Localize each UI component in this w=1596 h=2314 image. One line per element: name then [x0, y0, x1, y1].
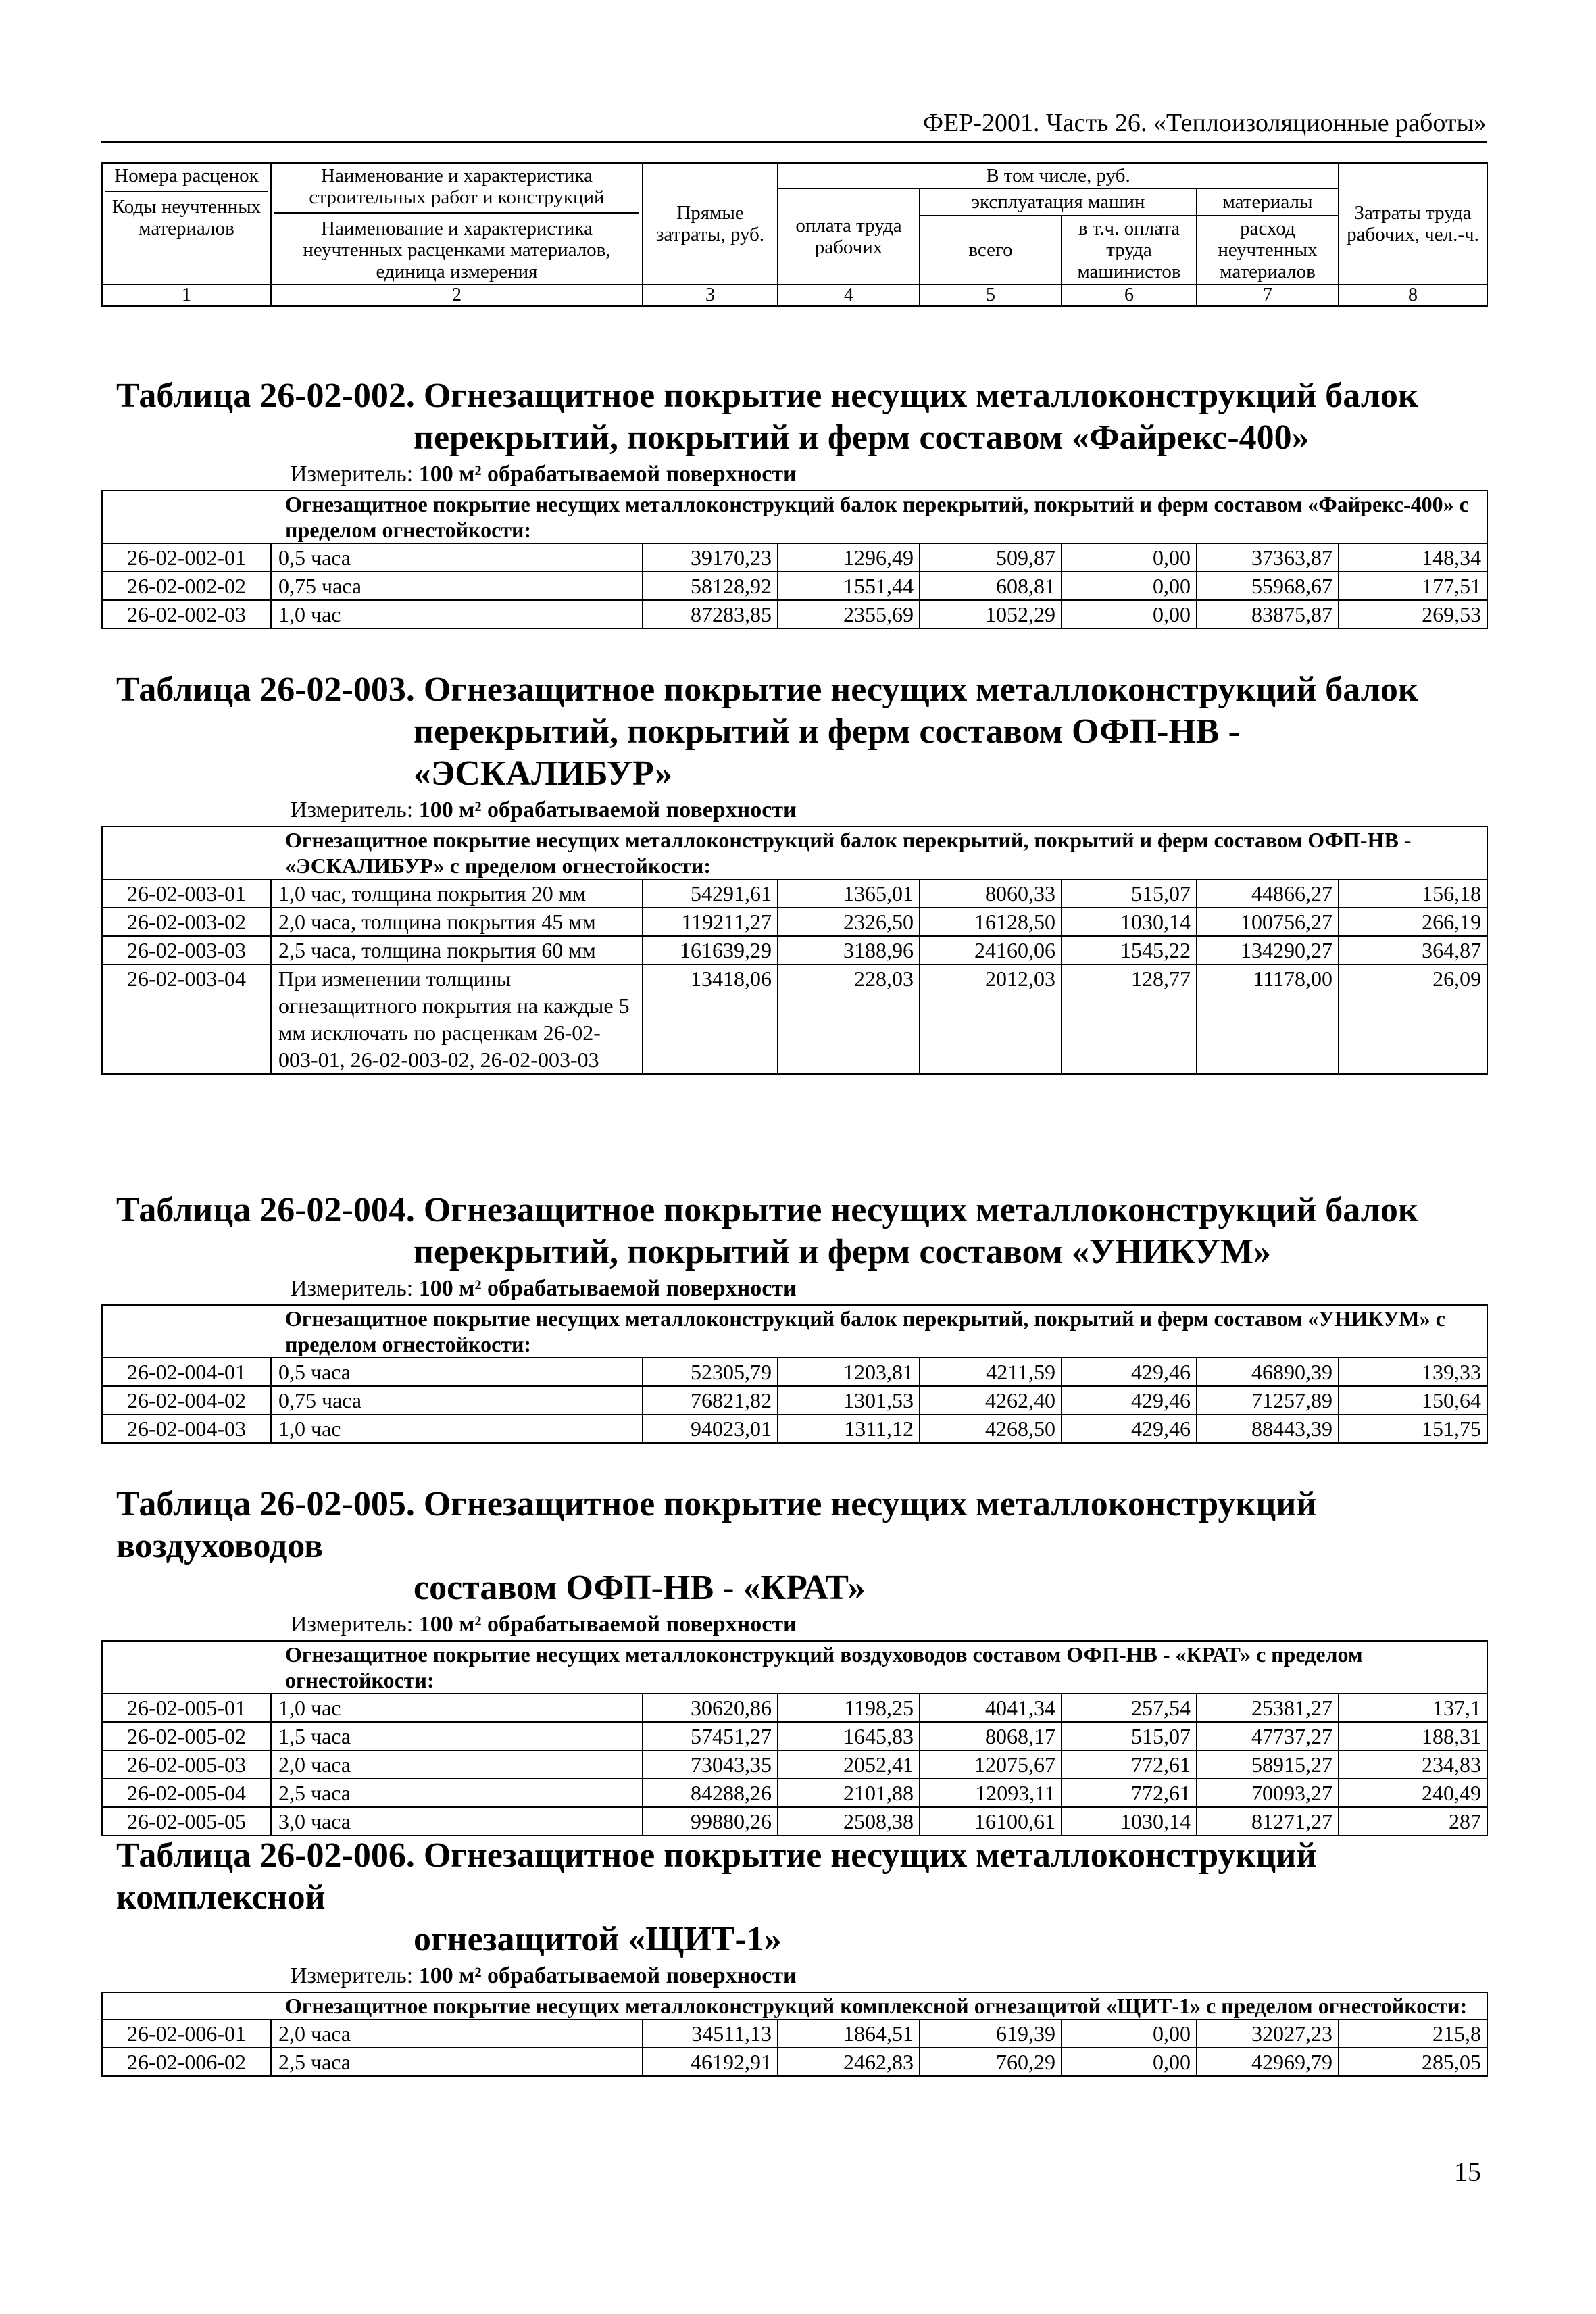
rate-description: 1,5 часа	[271, 1722, 643, 1750]
rate-description: 2,5 часа	[271, 1779, 643, 1807]
direct-costs: 58128,92	[643, 572, 778, 600]
rate-code: 26-02-004-01	[102, 1358, 271, 1386]
running-header: ФЕР-2001. Часть 26. «Теплоизоляционные работы»	[101, 108, 1487, 143]
rate-code: 26-02-005-02	[102, 1722, 271, 1750]
operators-pay: 0,00	[1062, 2019, 1197, 2048]
labor-pay: 1864,51	[778, 2019, 920, 2048]
machines-total: 24160,06	[920, 936, 1062, 964]
labor-pay: 1365,01	[778, 879, 920, 908]
rates-table	[101, 490, 1488, 629]
rate-description: 1,0 час	[271, 1694, 643, 1722]
rate-code: 26-02-002-01	[102, 543, 271, 572]
materials-cost: 70093,27	[1197, 1779, 1339, 1807]
materials-cost: 71257,89	[1197, 1386, 1339, 1414]
labor-hours: 26,09	[1339, 964, 1487, 1074]
table-row	[102, 1694, 1487, 1722]
labor-pay: 1311,12	[778, 1414, 920, 1443]
labor-pay: 1645,83	[778, 1722, 920, 1750]
table-row	[102, 964, 1487, 1074]
header-in-total: В том числе, руб.	[778, 163, 1339, 189]
header-codes-cell	[102, 163, 271, 285]
table-title-line-1: Таблица 26-02-006. Огнезащитное покрытие несущих металлоконструкций комплексной	[116, 1836, 1317, 1917]
col-num-2: 2	[271, 285, 643, 306]
rate-description: 3,0 часа	[271, 1807, 643, 1836]
rate-description: 0,5 часа	[271, 1358, 643, 1386]
table-row	[102, 2048, 1487, 2076]
labor-hours: 287	[1339, 1807, 1487, 1836]
machines-total: 4041,34	[920, 1694, 1062, 1722]
table-row	[102, 879, 1487, 908]
header-materials: материалы	[1197, 189, 1339, 216]
operators-pay: 1030,14	[1062, 908, 1197, 936]
operators-pay: 1545,22	[1062, 936, 1197, 964]
rate-description: 1,0 час	[271, 600, 643, 629]
materials-cost: 37363,87	[1197, 543, 1339, 572]
table-row	[102, 572, 1487, 600]
materials-cost: 46890,39	[1197, 1358, 1339, 1386]
measure-unit	[101, 795, 1487, 826]
labor-pay: 2052,41	[778, 1750, 920, 1779]
table-title-line-2: перекрытий, покрытий и ферм составом ОФП-НВ - «ЭСКАЛИБУР»	[414, 712, 1240, 793]
section-26-02-003	[101, 669, 1487, 1075]
group-heading: Огнезащитное покрытие несущих металлоконструкций воздуховодов составом ОФП-НВ - «КРАТ» с пределом огнестойкости:	[102, 1641, 1487, 1694]
machines-total: 12075,67	[920, 1750, 1062, 1779]
rate-description: 1,0 час, толщина покрытия 20 мм	[271, 879, 643, 908]
rates-table	[101, 1992, 1488, 2077]
materials-cost: 58915,27	[1197, 1750, 1339, 1779]
labor-pay: 2326,50	[778, 908, 920, 936]
direct-costs: 161639,29	[643, 936, 778, 964]
labor-pay: 2508,38	[778, 1807, 920, 1836]
rate-code: 26-02-004-02	[102, 1386, 271, 1414]
table-title-line-1: Таблица 26-02-002. Огнезащитное покрытие несущих металлоконструкций балок	[116, 376, 1418, 415]
rate-code: 26-02-003-04	[102, 964, 271, 1074]
rates-table	[101, 1304, 1488, 1444]
rate-code: 26-02-003-01	[102, 879, 271, 908]
machines-total: 760,29	[920, 2048, 1062, 2076]
operators-pay: 772,61	[1062, 1779, 1197, 1807]
labor-hours: 156,18	[1339, 879, 1487, 908]
operators-pay: 772,61	[1062, 1750, 1197, 1779]
measure-value: 100 м² обрабатываемой поверхности	[418, 462, 797, 487]
direct-costs: 99880,26	[643, 1807, 778, 1836]
col-num-1: 1	[102, 285, 271, 306]
rate-description: 0,75 часа	[271, 572, 643, 600]
rate-description: 2,0 часа	[271, 2019, 643, 2048]
table-title-line-2: перекрытий, покрытий и ферм составом «УНИКУМ»	[414, 1233, 1271, 1271]
machines-total: 8068,17	[920, 1722, 1062, 1750]
machines-total: 12093,11	[920, 1779, 1062, 1807]
header-direct-costs: Прямые затраты, руб.	[643, 163, 778, 285]
materials-cost: 88443,39	[1197, 1414, 1339, 1443]
labor-pay: 1301,53	[778, 1386, 920, 1414]
labor-pay: 1203,81	[778, 1358, 920, 1386]
materials-cost: 81271,27	[1197, 1807, 1339, 1836]
operators-pay: 515,07	[1062, 1722, 1197, 1750]
table-title-line-1: Таблица 26-02-003. Огнезащитное покрытие несущих металлоконструкций балок	[116, 670, 1418, 709]
measure-value: 100 м² обрабатываемой поверхности	[418, 1963, 797, 1988]
col-num-7: 7	[1197, 285, 1339, 306]
table-title	[101, 375, 1487, 459]
machines-total: 2012,03	[920, 964, 1062, 1074]
labor-pay: 228,03	[778, 964, 920, 1074]
table-row	[102, 1414, 1487, 1443]
materials-cost: 100756,27	[1197, 908, 1339, 936]
header-machines: эксплуатация машин	[920, 189, 1197, 216]
measure-value: 100 м² обрабатываемой поверхности	[418, 797, 797, 822]
operators-pay: 128,77	[1062, 964, 1197, 1074]
group-heading: Огнезащитное покрытие несущих металлоконструкций балок перекрытий, покрытий и ферм составом «УНИКУМ» с пределом огнестойкости:	[102, 1305, 1487, 1358]
rate-code: 26-02-006-02	[102, 2048, 271, 2076]
measure-value: 100 м² обрабатываемой поверхности	[418, 1612, 797, 1637]
table-row	[102, 1358, 1487, 1386]
table-title-line-1: Таблица 26-02-005. Огнезащитное покрытие несущих металлоконструкций воздуховодов	[116, 1485, 1317, 1565]
direct-costs: 54291,61	[643, 879, 778, 908]
operators-pay: 257,54	[1062, 1694, 1197, 1722]
labor-pay: 2101,88	[778, 1779, 920, 1807]
rate-description: 0,5 часа	[271, 543, 643, 572]
header-unaccounted-materials: расход неучтенных материалов	[1197, 216, 1339, 285]
labor-hours: 234,83	[1339, 1750, 1487, 1779]
rate-code: 26-02-004-03	[102, 1414, 271, 1443]
machines-total: 4262,40	[920, 1386, 1062, 1414]
rate-description: 0,75 часа	[271, 1386, 643, 1414]
operators-pay: 0,00	[1062, 600, 1197, 629]
measure-unit	[101, 1273, 1487, 1304]
labor-hours: 177,51	[1339, 572, 1487, 600]
labor-hours: 139,33	[1339, 1358, 1487, 1386]
rate-code: 26-02-005-03	[102, 1750, 271, 1779]
table-title	[101, 1835, 1487, 1961]
table-row	[102, 600, 1487, 629]
operators-pay: 429,46	[1062, 1414, 1197, 1443]
group-heading: Огнезащитное покрытие несущих металлоконструкций балок перекрытий, покрытий и ферм составом ОФП-НВ - «ЭСКАЛИБУР» с пределом огнестойкости:	[102, 827, 1487, 879]
header-rate-numbers: Номера расценок	[114, 165, 259, 187]
rates-table	[101, 826, 1488, 1075]
header-work-name: Наименование и характеристика строительных работ и конструкций	[309, 165, 605, 208]
direct-costs: 57451,27	[643, 1722, 778, 1750]
header-material-name: Наименование и характеристика неучтенных расценками материалов, единица измерения	[274, 212, 639, 282]
measure-label: Измеритель:	[291, 1276, 414, 1301]
rate-description: При изменении толщины огнезащитного покрытия на каждые 5 мм исключать по расценкам 26-02-003-01, 26-02-003-02, 26-02-003-03	[271, 964, 643, 1074]
direct-costs: 87283,85	[643, 600, 778, 629]
machines-total: 16100,61	[920, 1807, 1062, 1836]
direct-costs: 94023,01	[643, 1414, 778, 1443]
operators-pay: 0,00	[1062, 543, 1197, 572]
direct-costs: 73043,35	[643, 1750, 778, 1779]
operators-pay: 429,46	[1062, 1386, 1197, 1414]
labor-hours: 364,87	[1339, 936, 1487, 964]
table-title-line-2: составом ОФП-НВ - «КРАТ»	[414, 1569, 866, 1607]
materials-cost: 32027,23	[1197, 2019, 1339, 2048]
labor-hours: 269,53	[1339, 600, 1487, 629]
measure-value: 100 м² обрабатываемой поверхности	[418, 1276, 797, 1301]
col-num-6: 6	[1062, 285, 1197, 306]
materials-cost: 55968,67	[1197, 572, 1339, 600]
col-num-8: 8	[1339, 285, 1487, 306]
labor-hours: 215,8	[1339, 2019, 1487, 2048]
section-26-02-002	[101, 375, 1487, 629]
rate-code: 26-02-006-01	[102, 2019, 271, 2048]
direct-costs: 46192,91	[643, 2048, 778, 2076]
group-row	[102, 827, 1487, 879]
table-title-line-2: перекрытий, покрытий и ферм составом «Файрекс-400»	[414, 418, 1310, 457]
group-heading: Огнезащитное покрытие несущих металлоконструкций балок перекрытий, покрытий и ферм составом «Файрекс-400» с пределом огнестойкости:	[102, 491, 1487, 543]
section-26-02-004	[101, 1189, 1487, 1444]
materials-cost: 47737,27	[1197, 1722, 1339, 1750]
machines-total: 16128,50	[920, 908, 1062, 936]
operators-pay: 0,00	[1062, 572, 1197, 600]
rate-code: 26-02-002-02	[102, 572, 271, 600]
materials-cost: 44866,27	[1197, 879, 1339, 908]
table-row	[102, 2019, 1487, 2048]
measure-unit	[101, 459, 1487, 490]
table-row	[102, 1750, 1487, 1779]
rate-description: 2,5 часа	[271, 2048, 643, 2076]
section-26-02-006	[101, 1835, 1487, 2077]
page-number: 15	[1454, 2157, 1481, 2187]
col-num-3: 3	[643, 285, 778, 306]
labor-pay: 1296,49	[778, 543, 920, 572]
group-row	[102, 1992, 1487, 2019]
section-26-02-005	[101, 1483, 1487, 1836]
machines-total: 509,87	[920, 543, 1062, 572]
rate-description: 2,0 часа, толщина покрытия 45 мм	[271, 908, 643, 936]
table-row	[102, 543, 1487, 572]
rate-code: 26-02-003-03	[102, 936, 271, 964]
table-row	[102, 1722, 1487, 1750]
labor-hours: 266,19	[1339, 908, 1487, 936]
rate-code: 26-02-003-02	[102, 908, 271, 936]
materials-cost: 83875,87	[1197, 600, 1339, 629]
direct-costs: 52305,79	[643, 1358, 778, 1386]
table-title-line-2: огнезащитой «ЩИТ-1»	[414, 1920, 782, 1959]
measure-label: Измеритель:	[291, 1963, 414, 1988]
machines-total: 608,81	[920, 572, 1062, 600]
rate-description: 2,5 часа, толщина покрытия 60 мм	[271, 936, 643, 964]
table-row	[102, 908, 1487, 936]
direct-costs: 34511,13	[643, 2019, 778, 2048]
machines-total: 1052,29	[920, 600, 1062, 629]
table-row	[102, 1779, 1487, 1807]
materials-cost: 42969,79	[1197, 2048, 1339, 2076]
col-num-5: 5	[920, 285, 1062, 306]
rate-code: 26-02-002-03	[102, 600, 271, 629]
header-material-codes: Коды неучтенных материалов	[105, 191, 268, 239]
labor-pay: 1551,44	[778, 572, 920, 600]
labor-hours: 148,34	[1339, 543, 1487, 572]
materials-cost: 25381,27	[1197, 1694, 1339, 1722]
labor-pay: 2355,69	[778, 600, 920, 629]
header-machine-operators: в т.ч. оплата труда машинистов	[1062, 216, 1197, 285]
group-row	[102, 1641, 1487, 1694]
measure-unit	[101, 1609, 1487, 1640]
direct-costs: 119211,27	[643, 908, 778, 936]
column-header-table	[101, 162, 1488, 307]
table-title-line-1: Таблица 26-02-004. Огнезащитное покрытие несущих металлоконструкций балок	[116, 1191, 1418, 1229]
measure-label: Измеритель:	[291, 1612, 414, 1637]
operators-pay: 0,00	[1062, 2048, 1197, 2076]
group-row	[102, 491, 1487, 543]
table-title	[101, 1189, 1487, 1273]
group-row	[102, 1305, 1487, 1358]
table-title	[101, 1483, 1487, 1609]
header-machines-total: всего	[920, 216, 1062, 285]
labor-hours: 151,75	[1339, 1414, 1487, 1443]
header-labor-hours: Затраты труда рабочих, чел.-ч.	[1339, 163, 1487, 285]
measure-label: Измеритель:	[291, 462, 414, 487]
labor-hours: 188,31	[1339, 1722, 1487, 1750]
machines-total: 619,39	[920, 2019, 1062, 2048]
col-num-4: 4	[778, 285, 920, 306]
table-row	[102, 1807, 1487, 1836]
direct-costs: 30620,86	[643, 1694, 778, 1722]
table-row	[102, 1386, 1487, 1414]
measure-label: Измеритель:	[291, 797, 414, 822]
labor-pay: 2462,83	[778, 2048, 920, 2076]
labor-hours: 150,64	[1339, 1386, 1487, 1414]
operators-pay: 429,46	[1062, 1358, 1197, 1386]
measure-unit	[101, 1961, 1487, 1992]
machines-total: 4268,50	[920, 1414, 1062, 1443]
header-names-cell	[271, 163, 643, 285]
rate-description: 1,0 час	[271, 1414, 643, 1443]
rates-table	[101, 1640, 1488, 1836]
labor-hours: 240,49	[1339, 1779, 1487, 1807]
rate-code: 26-02-005-05	[102, 1807, 271, 1836]
labor-hours: 137,1	[1339, 1694, 1487, 1722]
labor-pay: 1198,25	[778, 1694, 920, 1722]
materials-cost: 134290,27	[1197, 936, 1339, 964]
direct-costs: 84288,26	[643, 1779, 778, 1807]
direct-costs: 39170,23	[643, 543, 778, 572]
rate-code: 26-02-005-01	[102, 1694, 271, 1722]
header-labor-pay: оплата труда рабочих	[778, 189, 920, 285]
table-title	[101, 669, 1487, 795]
direct-costs: 13418,06	[643, 964, 778, 1074]
group-heading: Огнезащитное покрытие несущих металлоконструкций комплексной огнезащитой «ЩИТ-1» с пределом огнестойкости:	[102, 1992, 1487, 2019]
direct-costs: 76821,82	[643, 1386, 778, 1414]
operators-pay: 515,07	[1062, 879, 1197, 908]
labor-hours: 285,05	[1339, 2048, 1487, 2076]
table-row	[102, 936, 1487, 964]
machines-total: 8060,33	[920, 879, 1062, 908]
machines-total: 4211,59	[920, 1358, 1062, 1386]
operators-pay: 1030,14	[1062, 1807, 1197, 1836]
materials-cost: 11178,00	[1197, 964, 1339, 1074]
rate-code: 26-02-005-04	[102, 1779, 271, 1807]
labor-pay: 3188,96	[778, 936, 920, 964]
rate-description: 2,0 часа	[271, 1750, 643, 1779]
